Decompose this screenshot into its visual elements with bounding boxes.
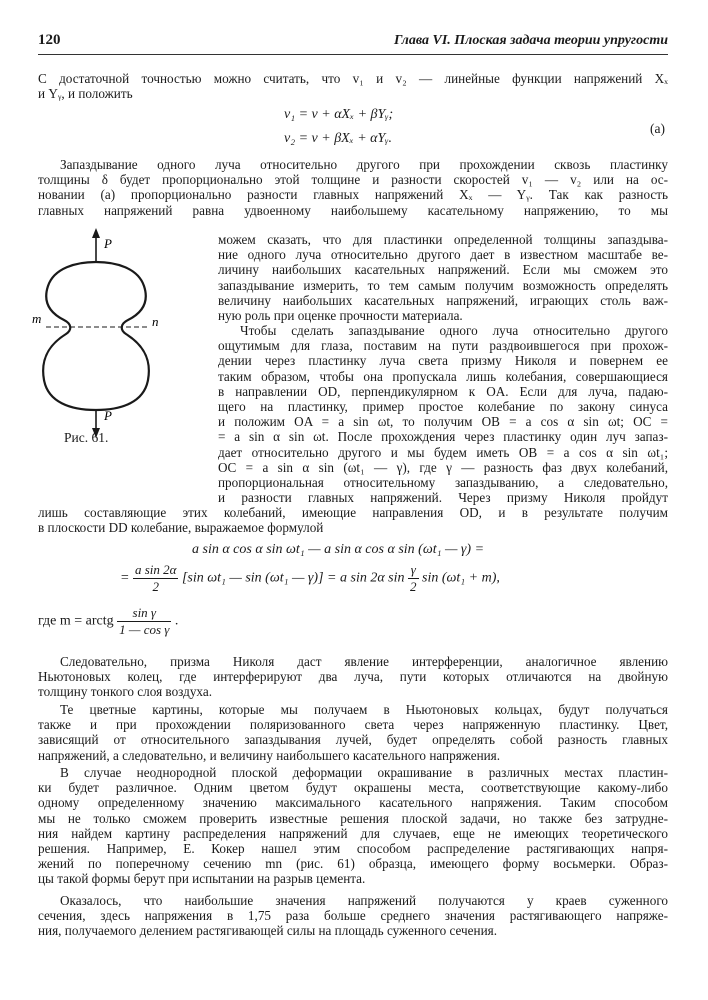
label-p-top: P [104, 236, 112, 251]
chapter-title: Глава VI. Плоская задача теории упругости [393, 33, 668, 48]
equation-m-definition [38, 605, 178, 638]
text-line: и разности главных напряжений. Через призму Николя пройдут [218, 490, 668, 506]
fraction-arctg [117, 605, 171, 638]
text-line: = a sin α sin ωt. После прохождения через пластинку один луч запаз- [218, 429, 668, 445]
paragraph-5 [38, 702, 668, 763]
equation-prefix: где m = arctg [38, 613, 114, 629]
text-line: запаздывание измерить, то тем самым получим возможность определять [218, 277, 668, 293]
paragraph-6 [38, 765, 668, 887]
equation-tail: sin (ωt₁ + m), [422, 570, 500, 586]
text-line: решения. Например, Е. Кокер нашел этим способом распределение растягивающих напря- [38, 841, 668, 857]
text-line: толщину тонкого слоя воздуха. [38, 684, 213, 700]
specimen-outline [43, 262, 149, 410]
text-line: зависящий от относительного запаздывания лучей, будет определять собой разность главных [38, 732, 668, 748]
page-number: 120 [38, 32, 61, 48]
text-line: можем сказать, что для пластинки определенной толщины запаздыва- [218, 232, 668, 247]
paragraph-2 [38, 157, 668, 218]
text-line: в направлении OD, перпендикулярном к OA. Если для луча, падаю- [218, 383, 668, 399]
equation-b-line-1: a sin α cos α sin ωt₁ — a sin α cos α sin (ωt₁ — γ) = [192, 542, 485, 557]
text-line: новании (a) пропорционально разности главных напряжений Xₓ — Yᵧ. Так как разность [38, 187, 668, 203]
text-line: сечения, здесь напряжения в 1,75 раза больше среднего значения растягивающего напряже- [38, 908, 668, 924]
text-line: личину наибольших касательных напряжений. Если мы сможем это [218, 262, 668, 278]
text-line: Чтобы сделать запаздывание одного луча относительно другого [240, 323, 668, 338]
text-line: и положим OA = a sin ωt, то получим OB = a cos α sin ωt; OC = [218, 414, 668, 430]
text-line: Ньютоновых колец, где интерферируют два луча, пути которых отличаются на двойную [38, 669, 668, 685]
text-line: ние одного луча относительно другого дает в известном масштабе ве- [218, 247, 668, 263]
text-line: ощутимым для глаза, поставим на пути раздвоившегося при прохож- [218, 338, 668, 354]
label-p-bottom: P [104, 408, 112, 423]
text-line: лишь составляющие этих колебаний, имеющие направления OD, и в результате получим [38, 505, 668, 520]
equals-sign: = [120, 570, 130, 586]
fraction-sin2a-over-2 [133, 562, 179, 595]
text-line: Следовательно, призма Николя даст явление интерференции, аналогичное явлению [60, 654, 668, 669]
text-line: дает относительно другого и мы будем иметь OB = a cos α sin ωt₁; [218, 444, 668, 460]
fraction-denominator: 2 [410, 579, 417, 594]
text-line: в плоскости DD колебание, выражаемое формулой [38, 520, 324, 536]
paragraph-3 [218, 323, 668, 505]
figure-61 [30, 222, 200, 442]
label-n: n [152, 314, 159, 329]
equation-a-line-1: v₁ = v + αXₓ + βYᵧ; [284, 107, 394, 122]
text-line: Оказалось, что наибольшие значения напряжений получаются у краев суженного [60, 893, 668, 908]
equation-suffix: . [174, 613, 179, 629]
text-line: OC = a sin α sin (ωt₁ — γ), где γ — разность фаз двух колебаний, [218, 459, 668, 475]
text-line: мы не только сможем проверить известные решения плоской задачи, но также без затрудне- [38, 810, 668, 826]
text-line: также и при прохождении поляризованного света через напряженную пластинку. Цвет, [38, 717, 668, 733]
text-line: ния найдем картину распределения напряжений для случаев, еще не имеющих теоретического [38, 825, 668, 841]
text-line: ную роль при оценке прочности материала. [218, 308, 463, 324]
fraction-numerator: γ [408, 562, 419, 579]
fraction-gamma-over-2 [408, 562, 419, 595]
text-line: одному определенному значению максимального касательного напряжения. Таким способом [38, 795, 668, 811]
equation-a-label: (a) [650, 121, 665, 136]
paragraph-1 [38, 71, 668, 101]
equation-a-line-2: v₂ = v + βXₓ + αYᵧ. [284, 131, 393, 146]
text-line: Те цветные картины, которые мы получаем в Ньютоновых кольцах, будут получаться [60, 702, 668, 717]
text-line: С достаточной точностью можно считать, что v₁ и v₂ — линейные функции напряжений Xₓ [38, 71, 668, 86]
text-line: и Yᵧ, и положить [38, 86, 133, 102]
fraction-numerator: sin γ [117, 605, 171, 622]
fraction-denominator: 2 [152, 579, 159, 594]
text-line: ки будет различное. Одним цветом будут окрашены места, соответствующие какому-либо [38, 780, 668, 796]
text-line: толщины δ будет пропорционально этой толщине и разности скоростей v₁ — v₂ или на ос- [38, 172, 668, 188]
text-line: В случае неоднородной плоской деформации окрашивание в различных местах пластин- [60, 765, 668, 780]
paragraph-3-continued [38, 505, 668, 535]
equation-middle: [sin ωt₁ — sin (ωt₁ — γ)] = a sin 2α sin [181, 570, 405, 586]
text-line: таким образом, чтобы она пропускала лишь колебания, совершающиеся [218, 368, 668, 384]
header-rule [38, 54, 668, 55]
fraction-numerator: a sin 2α [134, 562, 177, 577]
text-line: Запаздывание одного луча относительно другого при прохождении сквозь пластинку [60, 157, 668, 172]
text-line: величину наибольших касательных напряжений, играющих столь важ- [218, 292, 668, 308]
paragraph-7 [38, 893, 668, 939]
text-line: ния, получаемого делением растягивающей силы на площадь суженного сечения. [38, 923, 498, 939]
fraction-denominator: 1 — cos γ [119, 622, 170, 637]
paragraph-2-continued [218, 232, 668, 323]
paragraph-4 [38, 654, 668, 700]
text-line: жений по поперечному сечению mn (рис. 61) образца, имеющего форму восьмерки. Образ- [38, 856, 668, 872]
text-line: щего на пластинку, пример простое колебание по закону синуса [218, 399, 668, 415]
text-line: цы такой формы берут при испытании на разрыв цемента. [38, 871, 366, 887]
text-line: главных напряжений равна удвоенному наибольшему касательному напряжению, то мы [38, 202, 668, 218]
text-line: пропорциональная относительному запаздыванию, а следовательно, [218, 475, 668, 491]
arrow-head-top-icon [92, 228, 100, 238]
text-line: напряжений, а следовательно, и величину наибольшего касательного напряжения. [38, 747, 501, 763]
figure-caption: Рис. 61. [64, 430, 109, 445]
text-line: дении через пластинку луча света призму Николя и повернем ее [218, 353, 668, 369]
equation-b-line-2 [120, 562, 500, 595]
label-m: m [32, 311, 42, 326]
